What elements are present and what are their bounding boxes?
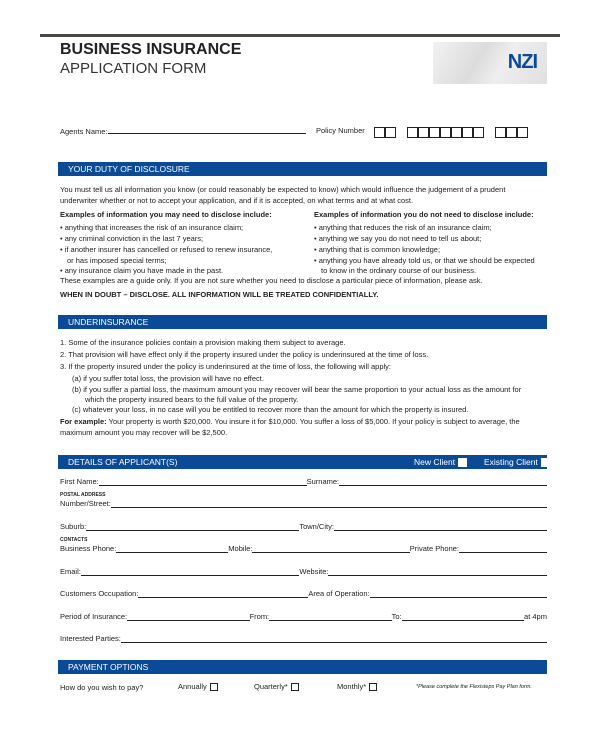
underinsurance-item: 2. That provision will have effect only if the property insured under the policy is underinsured at the time of loss. [60,350,429,359]
website-label: Website: [299,567,329,576]
email-label: Email: [60,567,81,576]
underinsurance-item: (b) if you suffer a partial loss, the maximum amount you may recover will bear the same proportion to your actual loss as the amount for [72,385,522,394]
number-street-label: Number/Street: [60,499,111,508]
private-phone-field[interactable] [459,545,547,553]
new-client-checkbox[interactable] [458,458,467,467]
agents-name-label: Agents Name: [60,127,108,136]
example-label: For example: [60,417,107,426]
area-label: Area of Operation: [308,589,370,598]
surname-field[interactable] [339,478,547,486]
list-item: any insurance claim you have made in the past. [64,266,224,275]
annually-option[interactable]: Annually [178,682,218,691]
annually-checkbox[interactable] [210,683,218,691]
new-client-option[interactable]: New Client [414,455,467,469]
area-field[interactable] [370,590,547,598]
applicant-heading: DETAILS OF APPLICANT(S) [68,457,178,467]
existing-client-option[interactable]: Existing Client [484,455,550,469]
postal-address-label: POSTAL ADDRESS [60,492,106,498]
form-subtitle: APPLICATION FORM [60,60,207,77]
section-disclosure-heading: YOUR DUTY OF DISCLOSURE [58,162,547,176]
monthly-checkbox[interactable] [369,683,377,691]
not-disclose-heading: Examples of information you do not need to disclose include: [314,210,534,219]
suburb-label: Suburb: [60,522,87,531]
interested-parties-field[interactable] [121,635,547,643]
quarterly-checkbox[interactable] [291,683,299,691]
underinsurance-item: (c) whatever your loss, in no case will you be entitled to recover more than the amount for which the property is insured. [72,405,469,414]
quarterly-option[interactable]: Quarterly* [254,682,299,691]
contacts-label: CONTACTS [60,537,88,543]
list-item: anything that reduces the risk of an insurance claim; [318,223,492,232]
policy-number-label: Policy Number [316,126,365,135]
to-field[interactable] [402,613,524,621]
first-name-label: First Name: [60,477,99,486]
private-phone-label: Private Phone: [409,544,459,553]
need-disclose-heading: Examples of information you may need to disclose include: [60,210,272,219]
list-item: anything you have already told us, or that we should be expected [318,256,535,265]
underinsurance-item: (a) if you suffer total loss, the provision will have no effect. [72,374,264,383]
occupation-label: Customers Occupation: [60,589,139,598]
town-city-label: Town/City: [299,522,334,531]
underinsurance-item: 3. If the property insured under the policy is underinsured at the time of loss, the following will apply: [60,362,392,371]
policy-number-boxes[interactable] [374,124,528,142]
website-field[interactable] [328,568,547,576]
suburb-field[interactable] [86,523,299,531]
interested-parties-label: Interested Parties: [60,634,121,643]
disclosure-guide: These examples are a guide only. If you are not sure whether you need to disclose a particular piece of information, please ask. [60,276,483,285]
occupation-field[interactable] [138,590,308,598]
business-phone-field[interactable] [116,545,228,553]
company-logo [433,42,547,84]
monthly-option[interactable]: Monthly* [337,682,377,691]
list-item: anything we say you do not need to tell us about; [318,234,482,243]
top-rule [40,34,560,37]
list-item: if another insurer has cancelled or refused to renew insurance, [64,245,273,254]
section-payment-heading: PAYMENT OPTIONS [58,660,547,674]
surname-label: Surname: [306,477,340,486]
disclosure-warning: WHEN IN DOUBT – DISCLOSE. ALL INFORMATION WILL BE TREATED CONFIDENTIALLY. [60,290,379,299]
disclosure-intro: underwriter whether or not to accept your application, and if it is accepted, on what terms and at what cost. [60,196,414,205]
number-street-field[interactable] [111,500,547,508]
period-label: Period of Insurance: [60,612,128,621]
from-field[interactable] [269,613,391,621]
section-underinsurance-heading: UNDERINSURANCE [58,315,547,329]
list-item: anything that increases the risk of an insurance claim; [64,223,244,232]
example-text: Your property is worth $20,000. You insure it for $10,000. You suffer a loss of $5,000. If your policy is subject to average, the [106,417,520,426]
disclosure-intro: You must tell us all information you know (or could reasonably be expected to know) which would influence the judgement of a prudent [60,185,506,194]
payment-note: *Please complete the Flexisteps Pay Plan form. [416,684,532,690]
payment-question: How do you wish to pay? [60,683,144,692]
from-label: From: [249,612,270,621]
list-item: any criminal conviction in the last 7 years; [64,234,204,243]
town-city-field[interactable] [334,523,547,531]
mobile-label: Mobile: [228,544,253,553]
at-4pm-label: at 4pm [524,612,547,621]
underinsurance-item: 1. Some of the insurance policies contain a provision making them subject to average. [60,338,346,347]
section-applicant-heading [58,455,547,469]
agents-name-row [60,126,306,136]
existing-client-checkbox[interactable] [541,458,550,467]
example-text: maximum amount you may recover will be $2,500. [60,428,228,437]
mobile-field[interactable] [252,545,409,553]
agents-name-field[interactable] [108,126,306,134]
list-item: to know in the ordinary course of our business. [321,266,477,275]
to-label: To: [391,612,402,621]
first-name-field[interactable] [99,478,307,486]
email-field[interactable] [81,568,300,576]
business-phone-label: Business Phone: [60,544,117,553]
list-item: or has imposed special terms; [67,256,167,265]
underinsurance-item: which the property insured bears to the full value of the property. [85,395,299,404]
period-field[interactable] [127,613,249,621]
logo-text: NZI [507,51,537,73]
list-item: anything that is common knowledge; [318,245,441,254]
form-title: BUSINESS INSURANCE [60,41,242,58]
